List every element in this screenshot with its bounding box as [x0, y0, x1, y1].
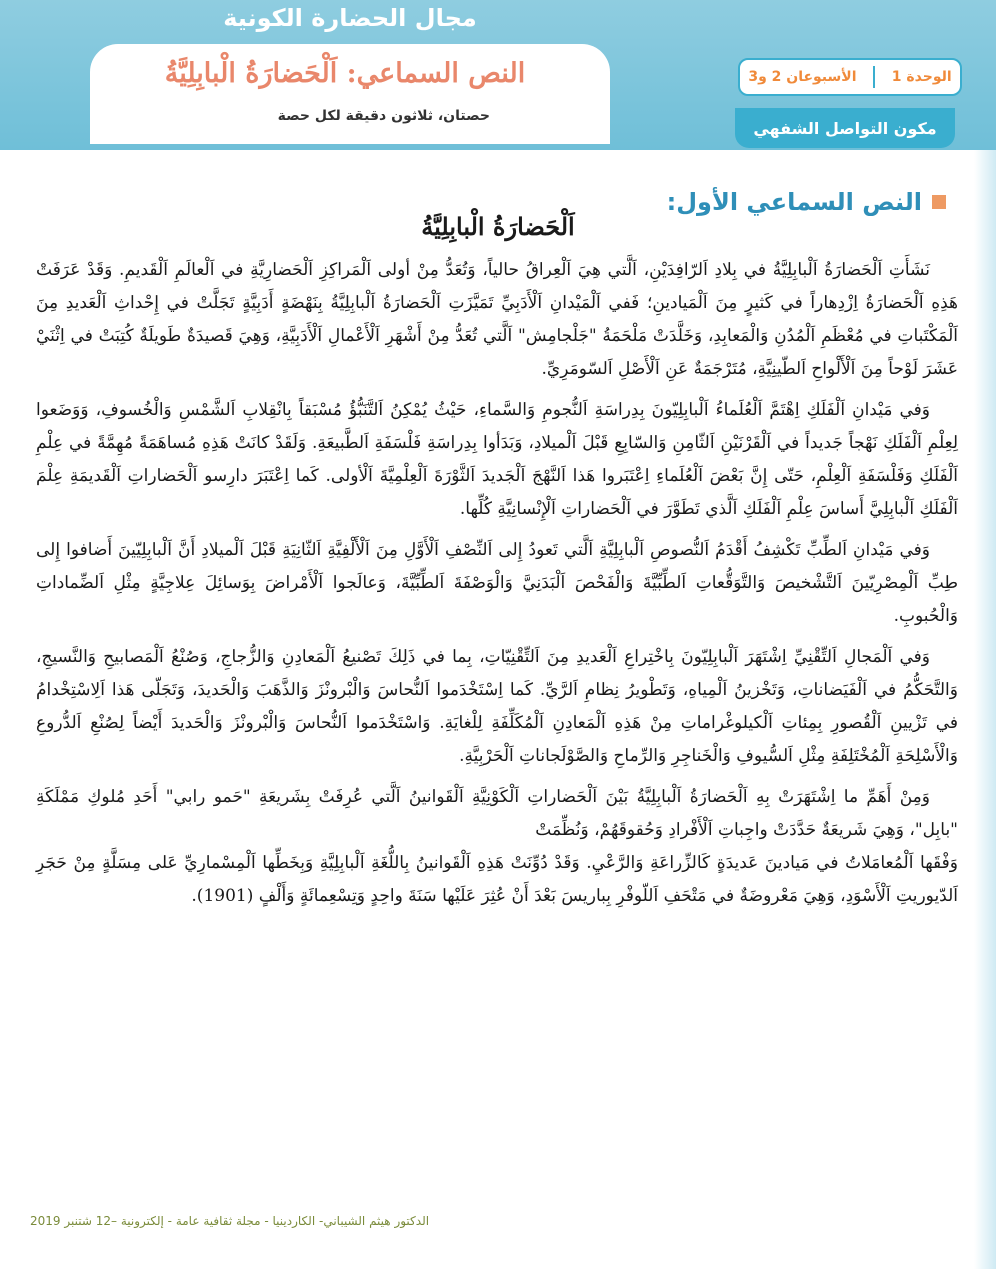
- sessions-note: حصتان، ثلاثون دقيقة لكل حصة: [277, 108, 490, 124]
- paragraph: وَفْقَها اَلْمُعامَلاتُ في مَيادينَ عَديدَةٍ كَالزِّراعَةِ وَالرَّعْيِ. وَقَدْ دُوِّنَتْ هَذِهِ اَلْقَوانينُ بِاللُّغَةِ اَلْبابِلِيَّةِ وَبِخَطِّها اَلْمِسْمارِيِّ عَلى مِسَلَّةٍ مِنْ حَجَرِ اَلدّيوريتِ اَلْأَسْوَدِ، وَهِيَ مَعْروضَةٌ في مَتْحَفِ اَللّوفْرِ بِباريسَ بَعْدَ أَنْ عُثِرَ عَلَيْها سَنَةَ واحِدٍ وَتِسْعِمائَةٍ وَأَلْفٍ (1901).: [36, 853, 958, 906]
- component-tab: مكون التواصل الشفهي: [735, 108, 955, 148]
- paragraph: وَفي مَيْدانِ اَلطِّبِّ تَكْشِفُ أَقْدَمُ اَلنُّصوصِ اَلْبابِلِيَّةِ اَلَّتي تَعودُ إِلى اَلنِّصْفِ اَلْأَوَّلِ مِنَ اَلْأَلْفِيَّةِ اَلثّانِيَةِ قَبْلَ اَلْميلادِ أَنَّ اَلْبابِلِيّينَ أَضافوا إِلى طِبِّ اَلْمِصْرِيّينَ اَلتَّشْخيصَ وَالتَّوَقُّعاتِ اَلطِّبِّيَّةَ وَالْفَحْصَ اَلْبَدَنِيَّ وَالْوَصْفَةَ اَلطِّبِّيَّةَ، وَعالَجوا اَلْأَمْراضَ بِوَسائِلَ عِلاجِيَّةٍ مِثْلِ اَلضِّماداتِ وَالْحُبوبِ.: [36, 540, 958, 626]
- section-heading-text: النص السماعي الأول:: [666, 188, 922, 216]
- bullet-square-icon: [932, 195, 946, 209]
- source-citation: الدكتور هيثم الشيباني- الكاردينيا - مجلة ثقافية عامة - إلكترونية –12 شتنبر 2019: [30, 1214, 430, 1228]
- page-edge-decoration: [974, 150, 996, 1269]
- field-title: مجال الحضارة الكونية: [223, 4, 477, 32]
- paragraph: وَمِنْ أَهَمِّ ما اِشْتَهَرَتْ بِهِ اَلْحَضارَةُ اَلْبابِلِيَّةُ بَيْنَ اَلْحَضاراتِ اَلْكَوْنِيَّةِ اَلْقَوانينُ اَلَّتي عُرِفَتْ بِشَريعَةِ "حَمو رابي" أَحَدِ مُلوكِ مَمْلَكَةِ "بابِل"، وَهِيَ شَريعَةٌ حَدَّدَتْ واجِباتِ اَلْأَفْرادِ وَحُقوقَهُمْ، وَنُظِّمَتْ: [36, 787, 958, 840]
- weeks-label: الأسبوعان 2 و3: [748, 69, 857, 85]
- paragraph: وَفي اَلْمَجالِ اَلتِّقْنِيِّ اِشْتَهَرَ اَلْبابِلِيّونَ بِاخْتِراعِ اَلْعَديدِ مِنَ اَلتِّقْنِيّاتِ، بِما في ذَلِكَ تَصْنيعُ اَلْمَعادِنِ وَالزُّجاجِ، وَصُنْعُ اَلْمَصابيحِ وَالنَّسيجِ، وَالتَّحَكُّمُ في اَلْفَيَضاناتِ، وَتَخْزينُ اَلْمِياهِ، وَتَطْويرُ نِظامِ اَلرَّيِّ. كَما اِسْتَخْدَموا اَلنُّحاسَ وَالْبْرونْزَ وَالذَّهَبَ وَالْحَديدَ، وَتَجَلّى هَذا اَلِاسْتِخْدامُ في تَزْيينِ اَلْقُصورِ بِمِئاتِ اَلْكيلوغْراماتِ مِنْ هَذِهِ اَلْمَعادِنِ اَلْمُكَلِّفَةِ لِلْغايَةِ. وَاسْتَخْدَموا اَلنُّحاسَ وَالْبْرونْزَ وَالْحَديدَ أَيْضاً لِصُنْعِ اَلدُّروعِ وَالْأَسْلِحَةِ اَلْمُخْتَلِفَةِ مِثْلِ اَلسُّيوفِ وَالْخَناجِرِ وَالرِّماحِ وَالصَّوْلَجاناتِ اَلْحَرْبِيَّةِ.: [36, 647, 958, 766]
- paragraph: وَفي مَيْدانِ اَلْفَلَكِ اِهْتَمَّ اَلْعُلَماءُ اَلْبابِلِيّونَ بِدِراسَةِ اَلنُّجومِ وَالسَّماءِ، حَيْثُ يُمْكِنُ اَلتَّنَبُّؤُ مُسْبَقاً بِانْقِلابِ اَلشَّمْسِ وَالْخُسوفِ، وَوَضَعوا لِعِلْمِ اَلْفَلَكِ نَهْجاً جَديداً في اَلْقَرْنَيْنِ اَلثّامِنِ وَالسّابِعِ قَبْلَ اَلْميلادِ، وَبَدَأوا بِدِراسَةِ فَلْسَفَةِ اَلطَّبيعَةِ. وَلَقَدْ كانَتْ هَذِهِ مُساهَمَةً مُهِمَّةً في عِلْمِ اَلْفَلَكِ وَفَلْسَفَةِ اَلْعِلْمِ، حَتّى إِنَّ بَعْضَ اَلْعُلَماءِ اِعْتَبَروا هَذا اَلنَّهْجَ اَلْجَديدَ اَلثَّوْرَةَ اَلْعِلْمِيَّةَ اَلْأولى. كَما اِعْتَبَرَ دارِسو اَلْحَضاراتِ اَلْقَديمَةِ عِلْمَ اَلْفَلَكِ اَلْبابِلِيَّ أَساسَ عِلْمِ اَلْفَلَكِ اَلَّذي تَطَوَّرَ في اَلْحَضاراتِ اَلْإِنْسانِيَّةِ كُلِّها.: [36, 400, 958, 519]
- text-title: اَلْحَضارَةُ الْبابِلِيَّةُ: [421, 212, 575, 241]
- unit-label: الوحدة 1: [891, 69, 952, 85]
- divider: [873, 66, 875, 88]
- unit-weeks-box: [738, 58, 962, 96]
- paragraph: نَشَأَتِ اَلْحَضارَةُ اَلْبابِلِيَّةُ في بِلادِ اَلرّافِدَيْنِ، اَلَّتي هِيَ اَلْعِراقُ حالياً، وَتُعَدُّ مِنْ أولى اَلْمَراكِزِ اَلْحَضارِيَّةِ في اَلْعالَمِ اَلْقَديمِ. وَقَدْ عَرَفَتْ هَذِهِ اَلْحَضارَةُ اِزْدِهاراً في كَثيرٍ مِنَ اَلْمَيادينِ؛ فَفي اَلْمَيْدانِ اَلْأَدَبِيِّ تَمَيَّزَتِ اَلْحَضارَةُ اَلْبابِلِيَّةُ بِنَهْضَةٍ أَدَبِيَّةٍ تَجَلَّتْ في إِحْداثِ اَلْعَديدِ مِنَ اَلْمَكْتَباتِ في مُعْظَمِ اَلْمُدُنِ وَالْمَعابِدِ، وَخَلَّدَتْ مَلْحَمَةُ "جَلْجامِش" اَلَّتي تُعَدُّ مِنْ أَشْهَرِ اَلْأَعْمالِ اَلْأَدَبِيَّةِ، وَهِيَ قَصيدَةٌ طَويلَةٌ كُتِبَتْ في اِثْنَيْ عَشَرَ لَوْحاً مِنَ اَلْأَلْواحِ اَلطّينِيَّةِ، مُتَرْجَمَةٌ عَنِ اَلْأَصْلِ اَلسّومَرِيِّ.: [36, 260, 958, 379]
- lesson-title: النص السماعي: اَلْحَضارَةُ الْبابِلِيَّةُ: [164, 58, 526, 89]
- text-body: [36, 254, 958, 921]
